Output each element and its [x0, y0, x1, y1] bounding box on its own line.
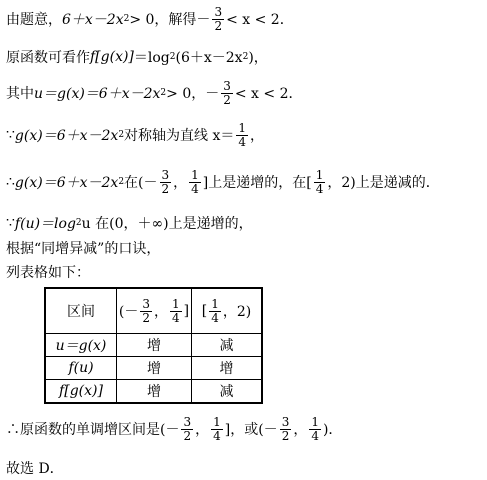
text: ，: [293, 422, 308, 439]
monotonicity-table: [44, 287, 263, 404]
numerator: 1: [315, 168, 324, 182]
text: 由题意，: [6, 12, 62, 29]
math-expr: g(x)＝6＋x－2x: [14, 175, 119, 192]
line-5: [6, 169, 440, 195]
superscript: 2: [123, 14, 130, 25]
numerator: 3: [214, 5, 223, 19]
denominator: 2: [214, 18, 223, 33]
header-cell: [117, 288, 192, 334]
denominator: 4: [311, 428, 319, 443]
superscript: 2: [160, 88, 167, 99]
table-cell: 减: [192, 334, 263, 357]
line-1: [6, 6, 294, 32]
superscript: 2: [118, 130, 125, 141]
text: 列表格如下：: [6, 265, 90, 281]
text: )，: [248, 50, 268, 66]
answer-text: 故选 D．: [6, 461, 64, 477]
denominator: 4: [238, 134, 247, 149]
superscript: 2: [242, 52, 249, 62]
line-10: [6, 458, 64, 478]
math-expr: f[g(x)]: [90, 49, 134, 65]
numerator: 1: [211, 296, 219, 311]
text: (6＋x－2x: [175, 50, 243, 66]
numerator: 3: [142, 296, 150, 311]
math-expr: 6＋x－2x: [62, 12, 124, 29]
fraction: [280, 416, 292, 442]
fraction: [140, 298, 152, 324]
superscript: 2: [118, 177, 125, 188]
row-label: f(u): [45, 357, 117, 380]
fraction: [160, 169, 172, 195]
numerator: 3: [161, 168, 170, 182]
line-7: [6, 238, 160, 258]
row-label: u＝g(x): [45, 334, 117, 357]
denominator: 4: [315, 181, 324, 196]
table-row: [45, 357, 262, 380]
table-cell: 增: [117, 380, 192, 404]
fraction: [314, 169, 326, 195]
text: ＝log: [133, 50, 170, 66]
text: u 在(0，＋∞)上是递增的，: [81, 216, 253, 232]
text: ，: [173, 175, 188, 192]
denominator: 4: [213, 428, 221, 443]
text: ，: [154, 304, 168, 320]
table-cell: 减: [192, 380, 263, 404]
text: ∴: [6, 174, 15, 191]
numerator: 1: [213, 415, 221, 429]
numerator: 1: [172, 296, 180, 311]
line-3: [6, 80, 303, 106]
numerator: 1: [311, 415, 319, 429]
numerator: 3: [281, 415, 290, 429]
fraction: [236, 122, 248, 148]
text: ，: [195, 422, 210, 439]
denominator: 2: [142, 310, 150, 325]
header-cell: 区间: [45, 288, 117, 334]
numerator: 3: [183, 415, 192, 429]
table-header-row: [45, 288, 262, 334]
text: ∴原函数的单调增区间是(－: [6, 422, 180, 439]
text: [: [201, 303, 208, 319]
denominator: 2: [183, 428, 192, 443]
text: > 0，解得－: [129, 12, 211, 29]
text: 对称轴为直线 x＝: [124, 128, 235, 145]
text: 根据“同增异减”的口诀，: [6, 241, 161, 257]
fraction: [189, 169, 201, 195]
table-row: [45, 334, 262, 357]
row-label: f[g(x)]: [45, 380, 117, 404]
numerator: 1: [191, 168, 199, 182]
line-4: [6, 122, 264, 148]
text: < x < 2．: [226, 12, 294, 29]
table-cell: 增: [117, 357, 192, 380]
text: ]: [183, 303, 190, 319]
fraction: [212, 6, 224, 32]
text: ，2): [222, 304, 252, 320]
text: > 0，－: [166, 86, 220, 103]
text: ∵: [6, 127, 15, 144]
subscript: 2: [75, 218, 82, 228]
text: 其中: [6, 86, 34, 103]
subscript: 2: [169, 52, 176, 62]
line-8: [6, 262, 90, 282]
numerator: 3: [223, 79, 231, 93]
math-expr: f(u)＝log: [14, 216, 76, 232]
denominator: 4: [211, 310, 219, 325]
denominator: 2: [281, 428, 290, 443]
table-cell: 增: [192, 357, 263, 380]
line-2: [6, 47, 268, 67]
text: ，2)上是递减的．: [327, 175, 440, 192]
denominator: 2: [223, 92, 231, 107]
math-expr: u＝g(x)＝6＋x－2x: [34, 86, 161, 103]
header-cell: [192, 288, 263, 334]
fraction: [181, 416, 193, 442]
text: ∵: [6, 215, 15, 231]
denominator: 4: [191, 181, 199, 196]
text: ，: [250, 128, 265, 145]
math-expr: g(x)＝6＋x－2x: [14, 128, 119, 145]
fraction: [209, 298, 221, 324]
fraction: [170, 298, 182, 324]
fraction: [221, 80, 233, 106]
text: (－: [118, 304, 139, 320]
line-9: [6, 416, 342, 442]
denominator: 2: [161, 181, 170, 196]
text: 原函数可看作: [6, 50, 90, 66]
numerator: 1: [238, 121, 247, 135]
table-row: [45, 380, 262, 404]
text: ]上是递增的，在[: [202, 175, 312, 192]
text: 在(－: [124, 175, 158, 192]
fraction: [211, 416, 223, 442]
text: ]，或(－: [224, 422, 278, 439]
line-6: [6, 213, 253, 233]
text: < x < 2．: [234, 86, 303, 103]
fraction: [309, 416, 321, 442]
denominator: 4: [172, 310, 180, 325]
table-cell: 增: [117, 334, 192, 357]
text: )．: [322, 422, 343, 439]
